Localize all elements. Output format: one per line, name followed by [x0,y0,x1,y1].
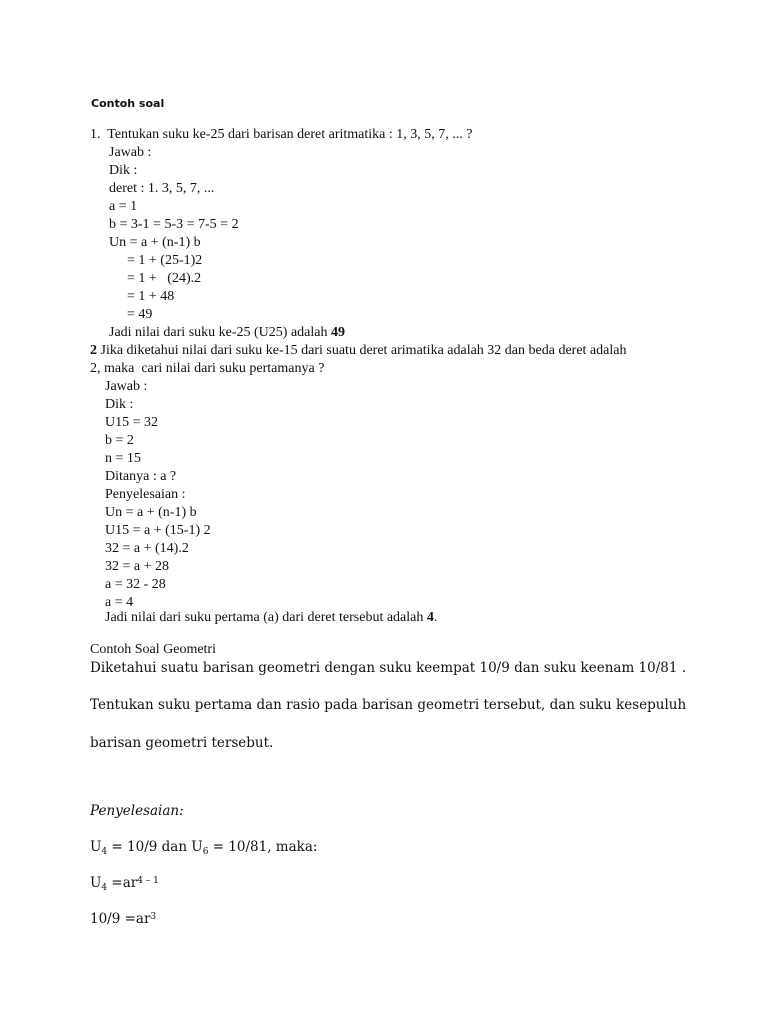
problem1-line: deret : 1. 3, 5, 7, ... [109,181,215,196]
problem2-line: b = 2 [105,433,134,448]
eq2-sup: 4 – 1 [137,876,159,886]
eq3-lhs: 10/9 =ar [90,911,151,927]
problem1-conclusion-text: Jadi nilai dari suku ke-25 (U25) adalah [109,325,331,340]
geometri-task-cont: barisan geometri tersebut. [90,735,274,751]
problem2-line: U15 = a + (15-1) 2 [105,523,211,538]
problem2-line: a = 4 [105,595,134,610]
geometri-title: Contoh Soal Geometri [90,642,216,657]
problem2-question-cont: 2, maka cari nilai dari suku pertamanya ? [90,361,325,376]
problem1-line: = 1 + 48 [127,289,175,304]
problem1-line: = 49 [127,307,153,322]
problem2-line: Penyelesaian : [105,487,186,502]
problem1-line: = 1 + (24).2 [127,271,202,286]
problem2-line: 32 = a + (14).2 [105,541,189,556]
problem2-line: 32 = a + 28 [105,559,170,574]
geometri-intro: Diketahui suatu barisan geometri dengan suku keempat 10/9 dan suku keenam 10/81 . [90,660,687,676]
problem2-conclusion-text: Jadi nilai dari suku pertama (a) dari deret tersebut adalah [105,610,427,625]
problem2-line: U15 = 32 [105,415,159,430]
section-heading: Contoh soal [91,97,165,110]
eq1-sub6: 6 [202,847,209,857]
problem2-line: n = 15 [105,451,141,466]
problem2-line: Ditanya : a ? [105,469,177,484]
equation-3 [90,909,156,929]
problem1-line: b = 3-1 = 5-3 = 7-5 = 2 [109,217,239,232]
problem2-conclusion-end: . [433,610,438,625]
problem2-conclusion [105,609,437,627]
eq3-sup: 3 [150,912,157,922]
eq2-sub: 4 [101,883,108,893]
equation-2 [90,873,159,893]
problem2-question [90,342,626,360]
problem1-line: Dik : [109,163,138,178]
problem2-line: Un = a + (n-1) b [105,505,197,520]
equation-1 [90,837,317,857]
problem2-line: Jawab : [105,379,148,394]
problem1-line: Un = a + (n-1) b [109,235,201,250]
eq2-u: U [90,875,102,891]
problem2-number: 2 [90,343,97,358]
problem2-line: a = 32 - 28 [105,577,166,592]
problem2-answer: 4 [426,610,434,625]
problem1-question: 1. Tentukan suku ke-25 dari barisan deret aritmatika : 1, 3, 5, 7, ... ? [90,127,473,142]
problem2-question-text: Jika diketahui nilai dari suku ke-15 dari suatu deret arimatika adalah 32 dan beda deret adalah [97,343,627,358]
eq1-mid: = 10/9 dan U [107,839,203,855]
solution-label: Penyelesaian: [90,803,184,819]
problem1-answer: 49 [331,325,345,340]
eq1-sub: 4 [101,847,108,857]
geometri-task: Tentukan suku pertama dan rasio pada barisan geometri tersebut, dan suku kesepuluh [90,697,687,713]
problem1-line: = 1 + (25-1)2 [127,253,203,268]
eq1-end: = 10/81, maka: [208,839,318,855]
eq2-rest: =ar [107,875,138,891]
problem2-line: Dik : [105,397,134,412]
problem1-conclusion [109,324,345,342]
eq1-u: U [90,839,102,855]
problem1-line: Jawab : [109,145,152,160]
problem1-line: a = 1 [109,199,138,214]
